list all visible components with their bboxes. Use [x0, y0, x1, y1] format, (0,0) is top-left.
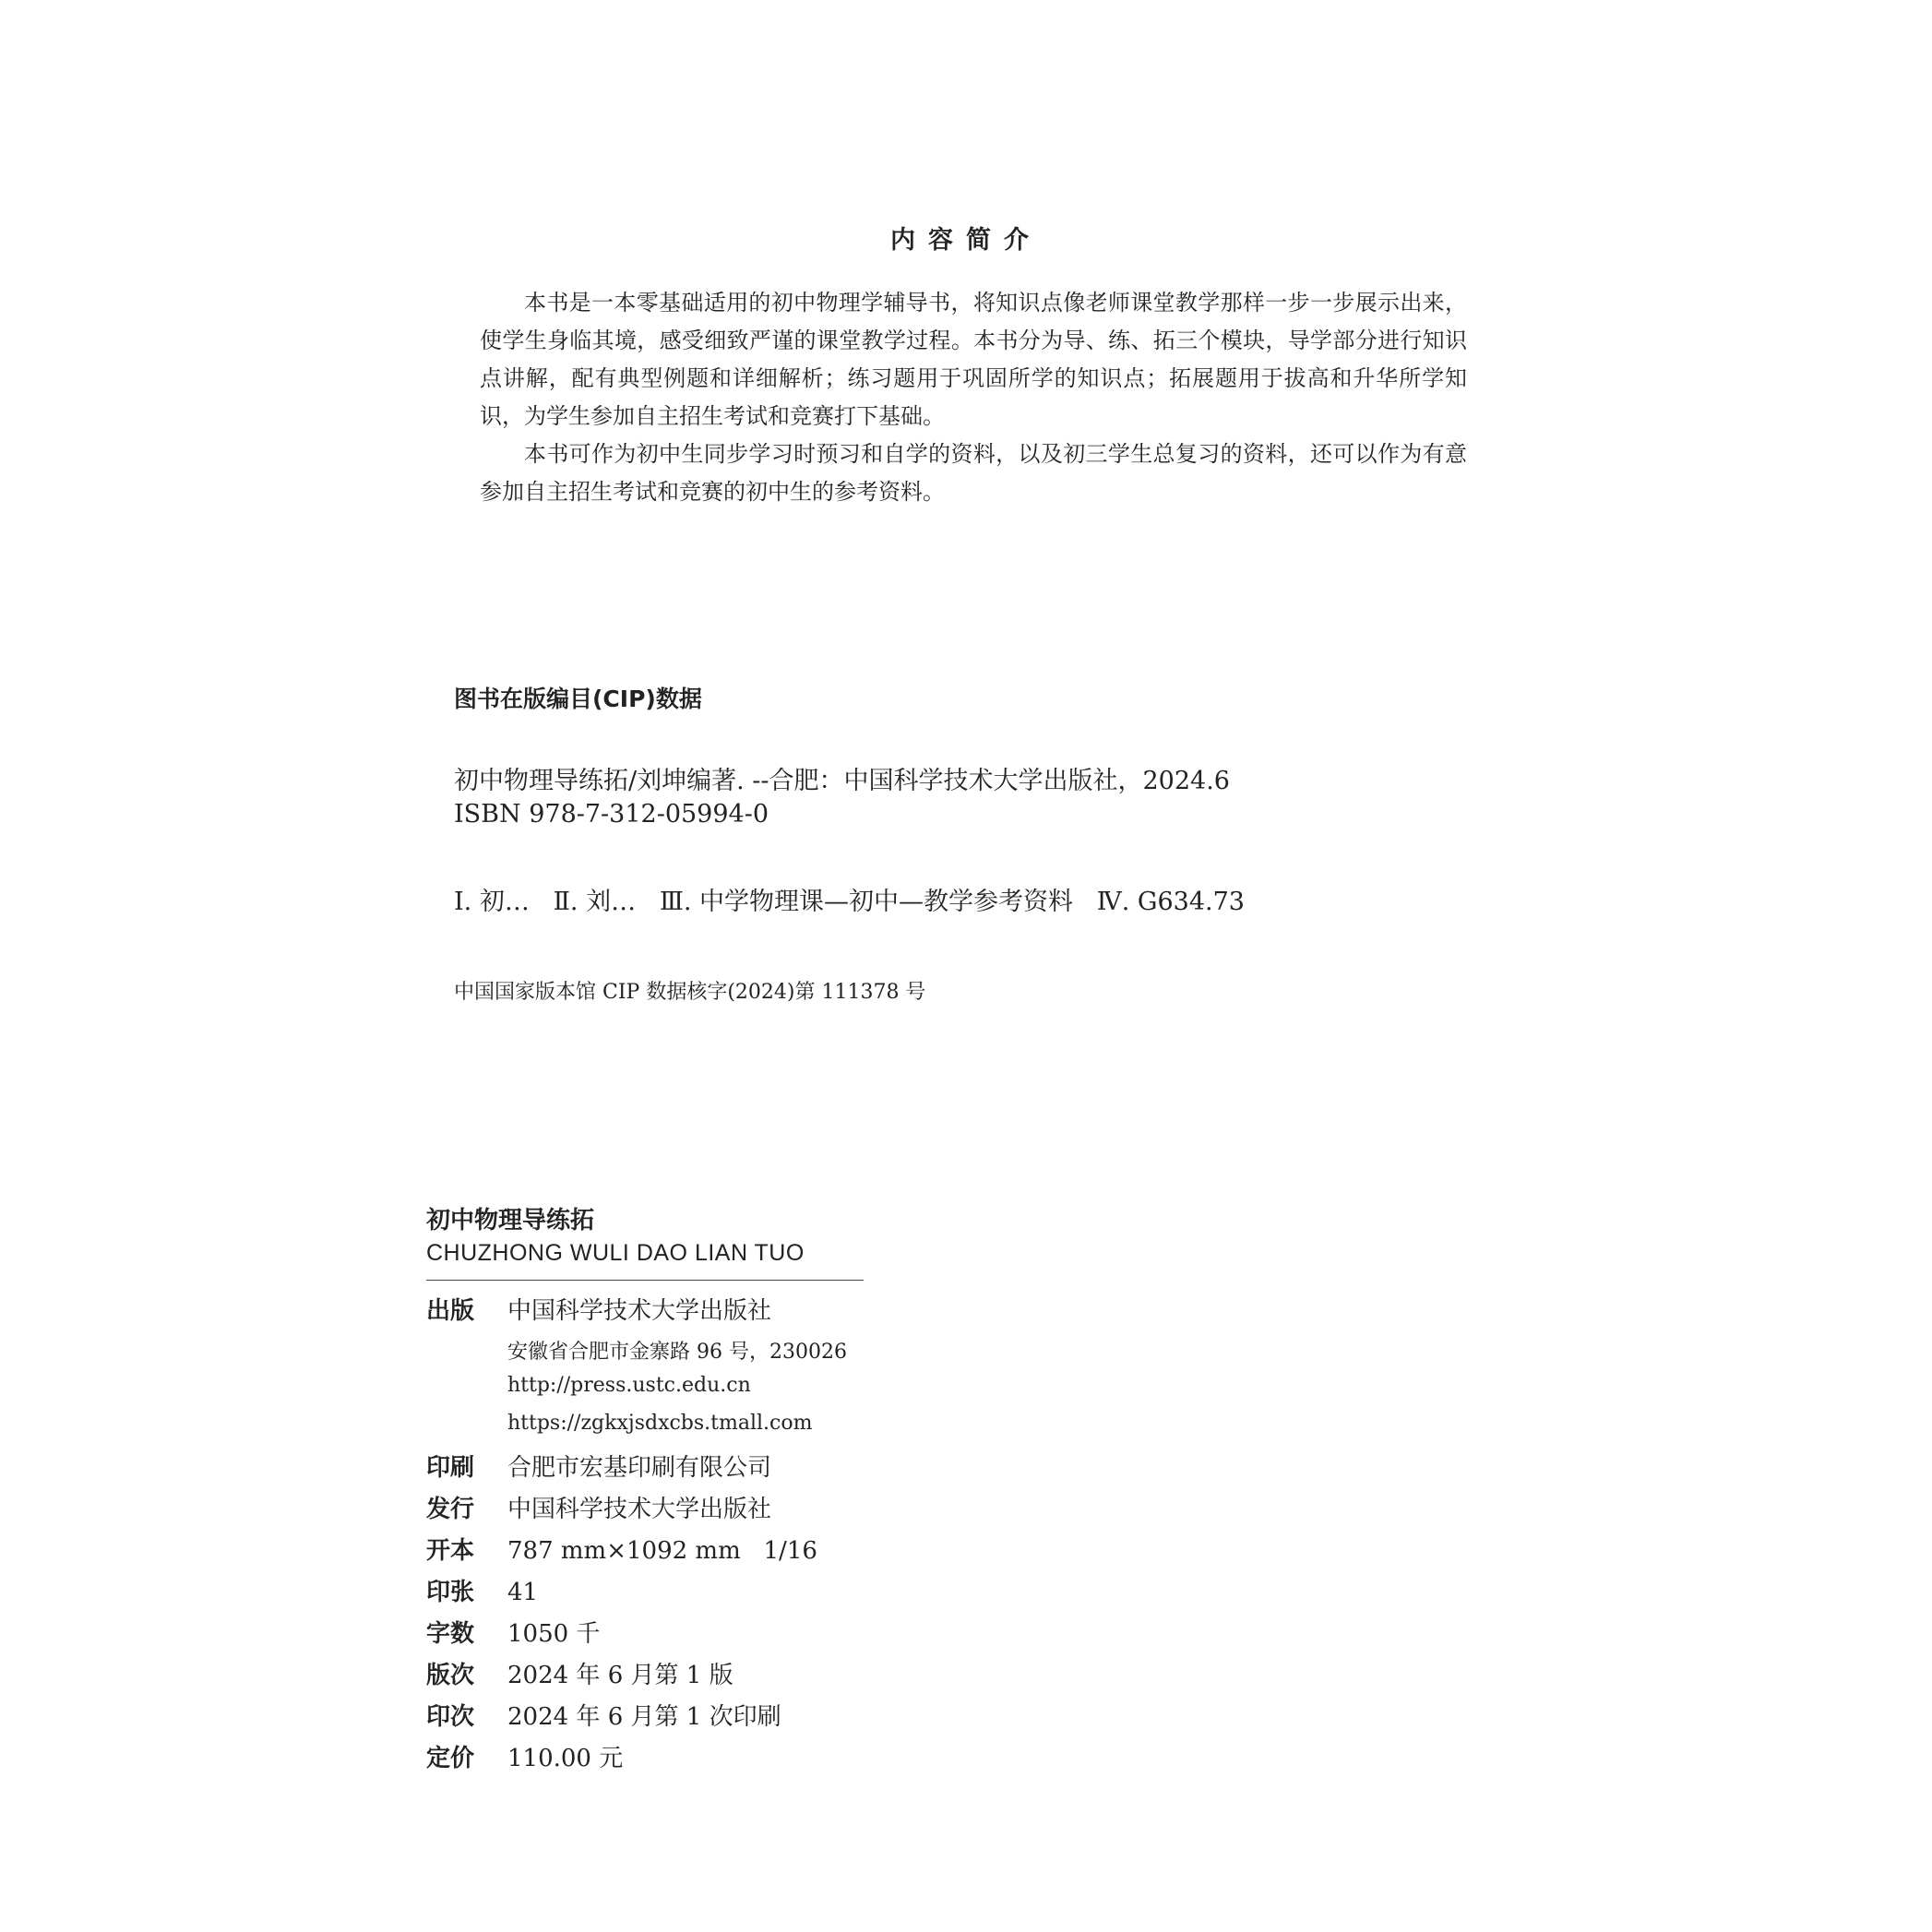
cip-heading: 图书在版编目(CIP)数据: [454, 686, 702, 712]
printer-label: 印刷: [426, 1454, 475, 1482]
word-count-value: 1050 千: [507, 1620, 601, 1648]
printer-value: 合肥市宏基印刷有限公司: [507, 1454, 772, 1482]
format-label: 开本: [426, 1537, 475, 1565]
sheets-value: 41: [507, 1579, 539, 1606]
cip-classification: Ⅰ. 初… Ⅱ. 刘… Ⅲ. 中学物理课—初中—教学参考资料 Ⅳ. G634.73: [454, 888, 1245, 916]
distributor-label: 发行: [426, 1496, 475, 1523]
printing-label: 印次: [426, 1703, 475, 1731]
cip-title-line: 初中物理导练拓/刘坤编著. --合肥：中国科学技术大学出版社，2024.6: [454, 767, 1230, 795]
sheets-row: [426, 1573, 538, 1607]
word-count-row: [426, 1615, 600, 1649]
word-count-label: 字数: [426, 1620, 475, 1648]
format-value: 787 mm×1092 mm 1/16: [507, 1537, 817, 1565]
publisher-url-1: http://press.ustc.edu.cn: [507, 1374, 751, 1397]
price-label: 定价: [426, 1745, 475, 1772]
publisher-address: 安徽省合肥市金寨路 96 号，230026: [507, 1341, 847, 1364]
cip-approval-number: 中国国家版本馆 CIP 数据核字(2024)第 111378 号: [454, 981, 926, 1004]
printer-row: [426, 1449, 771, 1483]
distributor-value: 中国科学技术大学出版社: [507, 1496, 772, 1523]
sheets-label: 印张: [426, 1579, 475, 1606]
publisher-value: 中国科学技术大学出版社: [507, 1297, 772, 1325]
format-row: [426, 1532, 817, 1566]
price-row: [426, 1739, 623, 1773]
edition-label: 版次: [426, 1662, 475, 1689]
edition-row: [426, 1656, 733, 1690]
divider-line: [426, 1280, 864, 1281]
distributor-row: [426, 1490, 771, 1524]
printing-row: [426, 1698, 781, 1732]
intro-paragraph-1: 本书是一本零基础适用的初中物理学辅导书，将知识点像老师课堂教学那样一步一步展示出来，使学生身临其境，感受细致严谨的课堂教学过程。本书分为导、练、拓三个模块，导学部分进行知识点讲解，配有典型例题和详细解析；练习题用于巩固所学的知识点；拓展题用于拔高和升华所学知识，为学生参加自主招生考试和竞赛打下基础。: [480, 290, 1467, 429]
publisher-label: 出版: [426, 1297, 475, 1325]
price-value: 110.00 元: [507, 1745, 624, 1772]
publisher-row: [426, 1292, 771, 1326]
cip-isbn: ISBN 978-7-312-05994-0: [454, 800, 769, 829]
intro-body: [480, 284, 1467, 511]
intro-paragraph-2: 本书可作为初中生同步学习时预习和自学的资料，以及初三学生总复习的资料，还可以作为有意参加自主招生考试和竞赛的初中生的参考资料。: [480, 441, 1467, 505]
edition-value: 2024 年 6 月第 1 版: [507, 1662, 733, 1689]
book-title-pinyin: CHUZHONG WULI DAO LIAN TUO: [426, 1240, 805, 1266]
intro-title: 内容简介: [890, 226, 1042, 255]
printing-value: 2024 年 6 月第 1 次印刷: [507, 1703, 781, 1731]
publisher-url-2: https://zgkxjsdxcbs.tmall.com: [507, 1412, 813, 1435]
book-title: 初中物理导练拓: [426, 1207, 595, 1234]
